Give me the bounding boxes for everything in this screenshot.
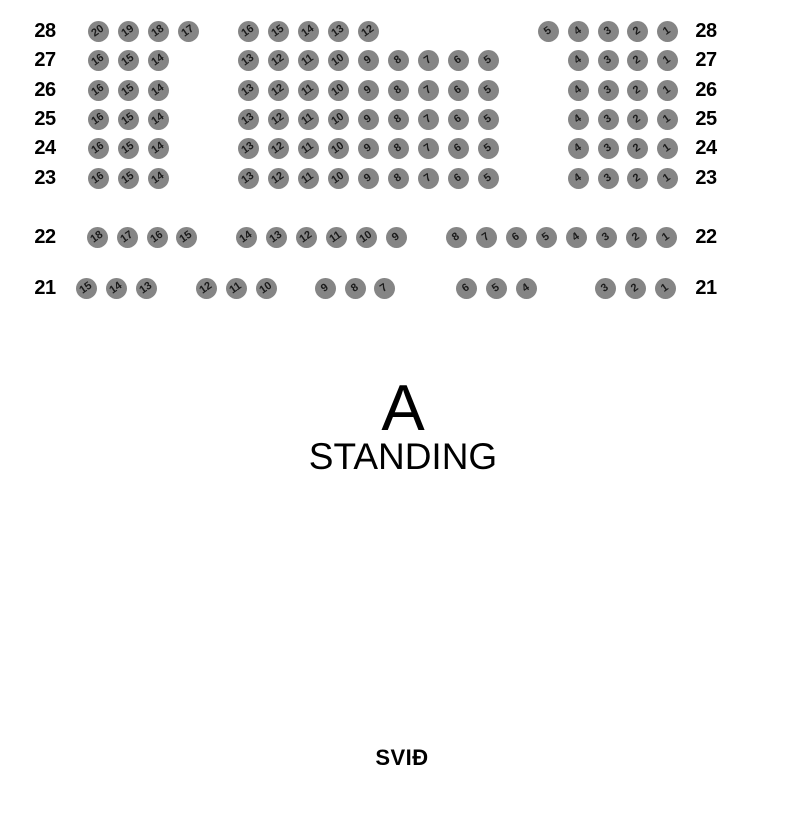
seat-number: 3 (601, 52, 614, 67)
seat-row28-17[interactable] (178, 21, 199, 42)
seat-row25-2[interactable] (627, 109, 648, 130)
seat-number: 10 (357, 228, 375, 246)
seat-row27-12[interactable] (268, 50, 289, 71)
seat-number: 2 (630, 111, 643, 126)
row-label-left: 24 (34, 137, 56, 159)
seat-row27-6[interactable] (448, 50, 469, 71)
seat-row21-1[interactable] (655, 278, 676, 299)
seat-number: 6 (451, 170, 464, 185)
seat-row25-6[interactable] (448, 109, 469, 130)
seat-row28-20[interactable] (88, 21, 109, 42)
seat-row26-6[interactable] (448, 80, 469, 101)
seat-row22-3[interactable] (596, 227, 617, 248)
seat-number: 3 (601, 23, 614, 38)
seat-row21-8[interactable] (345, 278, 366, 299)
seat-row21-11[interactable] (226, 278, 247, 299)
seat-number: 14 (149, 51, 167, 69)
seat-row26-1[interactable] (657, 80, 678, 101)
seat-row26-9[interactable] (358, 80, 379, 101)
seat-row27-4[interactable] (568, 50, 589, 71)
seat-row25-1[interactable] (657, 109, 678, 130)
seat-row21-3[interactable] (595, 278, 616, 299)
row-label-right: 26 (695, 79, 717, 101)
seat-row26-7[interactable] (418, 80, 439, 101)
seat-row28-2[interactable] (627, 21, 648, 42)
seat-number: 15 (119, 169, 137, 187)
seat-number: 7 (377, 280, 390, 295)
seat-number: 9 (361, 111, 374, 126)
seat-row22-2[interactable] (626, 227, 647, 248)
seat-number: 8 (391, 111, 404, 126)
seat-row27-15[interactable] (118, 50, 139, 71)
seat-number: 12 (269, 139, 287, 157)
seat-number: 7 (421, 52, 434, 67)
seat-number: 4 (519, 280, 532, 295)
seat-number: 2 (630, 23, 643, 38)
seat-number: 13 (137, 279, 155, 297)
seat-number: 11 (227, 279, 244, 296)
seat-number: 4 (571, 111, 584, 126)
seat-row26-12[interactable] (268, 80, 289, 101)
seat-row26-11[interactable] (298, 80, 319, 101)
seat-number: 4 (569, 229, 582, 244)
seat-number: 2 (630, 140, 643, 155)
seat-number: 2 (629, 229, 642, 244)
seat-row25-5[interactable] (478, 109, 499, 130)
row-label-right: 27 (695, 49, 717, 71)
seat-row26-3[interactable] (598, 80, 619, 101)
seat-row23-7[interactable] (418, 168, 439, 189)
seat-number: 14 (149, 81, 167, 99)
seat-row28-16[interactable] (238, 21, 259, 42)
seat-number: 1 (660, 111, 673, 126)
seat-number: 19 (119, 22, 137, 40)
seat-row26-2[interactable] (627, 80, 648, 101)
seat-number: 11 (299, 51, 316, 68)
seat-number: 9 (361, 82, 374, 97)
seat-number: 6 (451, 140, 464, 155)
seat-number: 18 (149, 22, 167, 40)
seat-row27-9[interactable] (358, 50, 379, 71)
seat-number: 7 (479, 229, 492, 244)
seat-number: 3 (601, 82, 614, 97)
seat-number: 12 (297, 228, 315, 246)
seat-number: 3 (601, 170, 614, 185)
seat-number: 14 (149, 169, 167, 187)
seat-number: 2 (628, 280, 641, 295)
seat-number: 15 (177, 228, 195, 246)
seat-number: 8 (348, 280, 361, 295)
seat-row25-11[interactable] (298, 109, 319, 130)
seat-row24-8[interactable] (388, 138, 409, 159)
seat-row27-8[interactable] (388, 50, 409, 71)
seat-number: 5 (481, 111, 494, 126)
seat-number: 12 (359, 22, 377, 40)
seat-number: 18 (88, 228, 106, 246)
seat-row28-14[interactable] (298, 21, 319, 42)
seat-number: 8 (449, 229, 462, 244)
seat-row25-16[interactable] (88, 109, 109, 130)
row-label-left: 21 (34, 277, 56, 299)
seat-row23-15[interactable] (118, 168, 139, 189)
stage-label: SVIÐ (375, 745, 429, 770)
seat-row28-1[interactable] (657, 21, 678, 42)
seat-row28-4[interactable] (568, 21, 589, 42)
seat-number: 7 (421, 140, 434, 155)
seat-row22-10[interactable] (356, 227, 377, 248)
seat-row21-7[interactable] (374, 278, 395, 299)
seat-row23-12[interactable] (268, 168, 289, 189)
seat-number: 8 (391, 82, 404, 97)
seat-row22-17[interactable] (117, 227, 138, 248)
seat-row22-8[interactable] (446, 227, 467, 248)
seat-number: 15 (119, 110, 137, 128)
seat-number: 6 (509, 229, 522, 244)
seat-number: 10 (329, 81, 347, 99)
seat-number: 17 (118, 228, 136, 246)
seat-row27-5[interactable] (478, 50, 499, 71)
seat-row21-13[interactable] (136, 278, 157, 299)
seat-row25-4[interactable] (568, 109, 589, 130)
seat-number: 8 (391, 140, 404, 155)
row-label-left: 27 (34, 49, 56, 71)
row-label-right: 25 (695, 108, 717, 130)
seat-row25-13[interactable] (238, 109, 259, 130)
seat-row23-4[interactable] (568, 168, 589, 189)
seat-row21-10[interactable] (256, 278, 277, 299)
seat-number: 7 (421, 82, 434, 97)
seat-number: 5 (539, 229, 552, 244)
row-label-left: 23 (34, 167, 56, 189)
seat-row22-18[interactable] (87, 227, 108, 248)
seat-row25-15[interactable] (118, 109, 139, 130)
seat-number: 15 (269, 22, 287, 40)
seat-number: 1 (660, 170, 673, 185)
seat-number: 13 (239, 139, 257, 157)
seat-row22-12[interactable] (296, 227, 317, 248)
seat-number: 14 (237, 228, 255, 246)
seat-row24-6[interactable] (448, 138, 469, 159)
seat-number: 15 (119, 139, 137, 157)
seat-number: 3 (601, 140, 614, 155)
seat-number: 5 (489, 280, 502, 295)
seat-row24-1[interactable] (657, 138, 678, 159)
seat-row26-13[interactable] (238, 80, 259, 101)
seat-row26-14[interactable] (148, 80, 169, 101)
seat-number: 1 (660, 52, 673, 67)
row-label-right: 24 (695, 137, 717, 159)
seat-row27-1[interactable] (657, 50, 678, 71)
seat-number: 6 (451, 111, 464, 126)
seat-number: 4 (571, 23, 584, 38)
seat-number: 6 (451, 82, 464, 97)
seat-number: 3 (599, 229, 612, 244)
seat-row23-9[interactable] (358, 168, 379, 189)
seat-number: 9 (318, 280, 331, 295)
seat-row22-6[interactable] (506, 227, 527, 248)
seat-row26-16[interactable] (88, 80, 109, 101)
seat-row24-13[interactable] (238, 138, 259, 159)
seat-number: 14 (149, 139, 167, 157)
seat-number: 5 (481, 140, 494, 155)
seat-number: 6 (451, 52, 464, 67)
row-label-right: 28 (695, 20, 717, 42)
seat-row21-2[interactable] (625, 278, 646, 299)
seat-number: 3 (598, 280, 611, 295)
seat-number: 12 (269, 51, 287, 69)
seat-row22-1[interactable] (656, 227, 677, 248)
seat-number: 12 (269, 81, 287, 99)
seat-number: 7 (421, 111, 434, 126)
seat-row23-2[interactable] (627, 168, 648, 189)
seat-row25-12[interactable] (268, 109, 289, 130)
seat-number: 9 (361, 170, 374, 185)
seat-row21-6[interactable] (456, 278, 477, 299)
seat-number: 13 (239, 110, 257, 128)
seat-row26-8[interactable] (388, 80, 409, 101)
seat-row25-8[interactable] (388, 109, 409, 130)
seat-row22-11[interactable] (326, 227, 347, 248)
seat-number: 11 (299, 81, 316, 98)
seat-row22-4[interactable] (566, 227, 587, 248)
seat-row24-3[interactable] (598, 138, 619, 159)
seat-number: 2 (630, 52, 643, 67)
seat-row24-16[interactable] (88, 138, 109, 159)
seat-number: 15 (119, 51, 137, 69)
seat-row26-15[interactable] (118, 80, 139, 101)
seat-number: 2 (630, 82, 643, 97)
seat-number: 5 (541, 23, 554, 38)
seat-number: 12 (197, 279, 215, 297)
seat-number: 4 (571, 140, 584, 155)
seat-row27-3[interactable] (598, 50, 619, 71)
seat-number: 16 (148, 228, 166, 246)
seat-number: 11 (327, 228, 344, 245)
seat-number: 12 (269, 110, 287, 128)
seat-row22-15[interactable] (176, 227, 197, 248)
seat-number: 9 (361, 140, 374, 155)
seat-row28-19[interactable] (118, 21, 139, 42)
seat-row25-7[interactable] (418, 109, 439, 130)
seat-number: 10 (329, 110, 347, 128)
seat-row23-13[interactable] (238, 168, 259, 189)
section-label: A (381, 371, 425, 444)
seat-number: 14 (299, 22, 317, 40)
seat-number: 16 (89, 110, 107, 128)
seat-row22-16[interactable] (147, 227, 168, 248)
seat-number: 4 (571, 170, 584, 185)
seat-number: 13 (239, 169, 257, 187)
seat-row28-13[interactable] (328, 21, 349, 42)
seat-row28-3[interactable] (598, 21, 619, 42)
seat-number: 7 (421, 170, 434, 185)
seat-row24-9[interactable] (358, 138, 379, 159)
seat-row26-4[interactable] (568, 80, 589, 101)
seat-row27-2[interactable] (627, 50, 648, 71)
seat-number: 12 (269, 169, 287, 187)
seat-number: 14 (149, 110, 167, 128)
seat-row24-10[interactable] (328, 138, 349, 159)
seat-row28-5[interactable] (538, 21, 559, 42)
seat-number: 4 (571, 52, 584, 67)
seat-number: 10 (329, 169, 347, 187)
seat-row22-5[interactable] (536, 227, 557, 248)
seat-number: 1 (658, 280, 671, 295)
seat-number: 16 (89, 169, 107, 187)
row-label-left: 28 (34, 20, 56, 42)
seat-number: 16 (89, 139, 107, 157)
seat-number: 13 (267, 228, 285, 246)
seat-row25-14[interactable] (148, 109, 169, 130)
seat-row21-14[interactable] (106, 278, 127, 299)
seat-number: 3 (601, 111, 614, 126)
seat-number: 1 (659, 229, 672, 244)
seat-row24-11[interactable] (298, 138, 319, 159)
seat-row25-10[interactable] (328, 109, 349, 130)
row-label-right: 21 (695, 277, 717, 299)
seat-row25-9[interactable] (358, 109, 379, 130)
seat-row21-12[interactable] (196, 278, 217, 299)
seat-row22-7[interactable] (476, 227, 497, 248)
seat-row24-2[interactable] (627, 138, 648, 159)
seat-number: 16 (89, 81, 107, 99)
seat-row24-15[interactable] (118, 138, 139, 159)
row-label-left: 22 (34, 226, 56, 248)
seat-number: 2 (630, 170, 643, 185)
seat-number: 16 (89, 51, 107, 69)
seat-number: 15 (119, 81, 137, 99)
seat-number: 13 (239, 81, 257, 99)
seat-row23-10[interactable] (328, 168, 349, 189)
seat-number: 1 (660, 23, 673, 38)
seat-row27-14[interactable] (148, 50, 169, 71)
seat-row21-4[interactable] (516, 278, 537, 299)
seat-row27-16[interactable] (88, 50, 109, 71)
seat-row23-16[interactable] (88, 168, 109, 189)
seat-row21-9[interactable] (315, 278, 336, 299)
seat-row26-10[interactable] (328, 80, 349, 101)
row-label-right: 23 (695, 167, 717, 189)
seat-row24-12[interactable] (268, 138, 289, 159)
seat-number: 14 (107, 279, 125, 297)
seat-row23-3[interactable] (598, 168, 619, 189)
seat-row23-1[interactable] (657, 168, 678, 189)
seat-number: 1 (660, 140, 673, 155)
seat-row23-14[interactable] (148, 168, 169, 189)
seat-number: 17 (179, 22, 197, 40)
seat-number: 9 (361, 52, 374, 67)
seat-number: 1 (660, 82, 673, 97)
seat-number: 5 (481, 170, 494, 185)
seat-row27-10[interactable] (328, 50, 349, 71)
seat-number: 11 (299, 169, 316, 186)
seat-number: 10 (329, 51, 347, 69)
seat-number: 5 (481, 52, 494, 67)
seat-row21-5[interactable] (486, 278, 507, 299)
seat-number: 10 (329, 139, 347, 157)
row-label-left: 26 (34, 79, 56, 101)
seat-row27-11[interactable] (298, 50, 319, 71)
seat-number: 15 (77, 279, 95, 297)
seat-row22-9[interactable] (386, 227, 407, 248)
seat-row21-15[interactable] (76, 278, 97, 299)
seat-number: 13 (329, 22, 347, 40)
seat-number: 20 (89, 22, 107, 40)
seat-row23-5[interactable] (478, 168, 499, 189)
seat-row22-13[interactable] (266, 227, 287, 248)
seat-row23-11[interactable] (298, 168, 319, 189)
seat-number: 5 (481, 82, 494, 97)
seat-number: 8 (391, 170, 404, 185)
seat-row26-5[interactable] (478, 80, 499, 101)
row-label-right: 22 (695, 226, 717, 248)
seat-row28-18[interactable] (148, 21, 169, 42)
seat-number: 13 (239, 51, 257, 69)
seat-number: 8 (391, 52, 404, 67)
seat-row28-12[interactable] (358, 21, 379, 42)
seat-number: 4 (571, 82, 584, 97)
seat-row27-7[interactable] (418, 50, 439, 71)
row-label-left: 25 (34, 108, 56, 130)
seat-row22-14[interactable] (236, 227, 257, 248)
seat-number: 6 (459, 280, 472, 295)
seat-row24-5[interactable] (478, 138, 499, 159)
seat-number: 9 (389, 229, 402, 244)
seat-number: 11 (299, 139, 316, 156)
seat-number: 11 (299, 110, 316, 127)
seat-row27-13[interactable] (238, 50, 259, 71)
seat-number: 16 (239, 22, 257, 40)
seat-row25-3[interactable] (598, 109, 619, 130)
seat-row24-14[interactable] (148, 138, 169, 159)
seat-row24-7[interactable] (418, 138, 439, 159)
section-standing-label: STANDING (308, 436, 498, 477)
seat-number: 10 (257, 279, 275, 297)
seat-row23-8[interactable] (388, 168, 409, 189)
seat-row28-15[interactable] (268, 21, 289, 42)
seat-row23-6[interactable] (448, 168, 469, 189)
seat-row24-4[interactable] (568, 138, 589, 159)
